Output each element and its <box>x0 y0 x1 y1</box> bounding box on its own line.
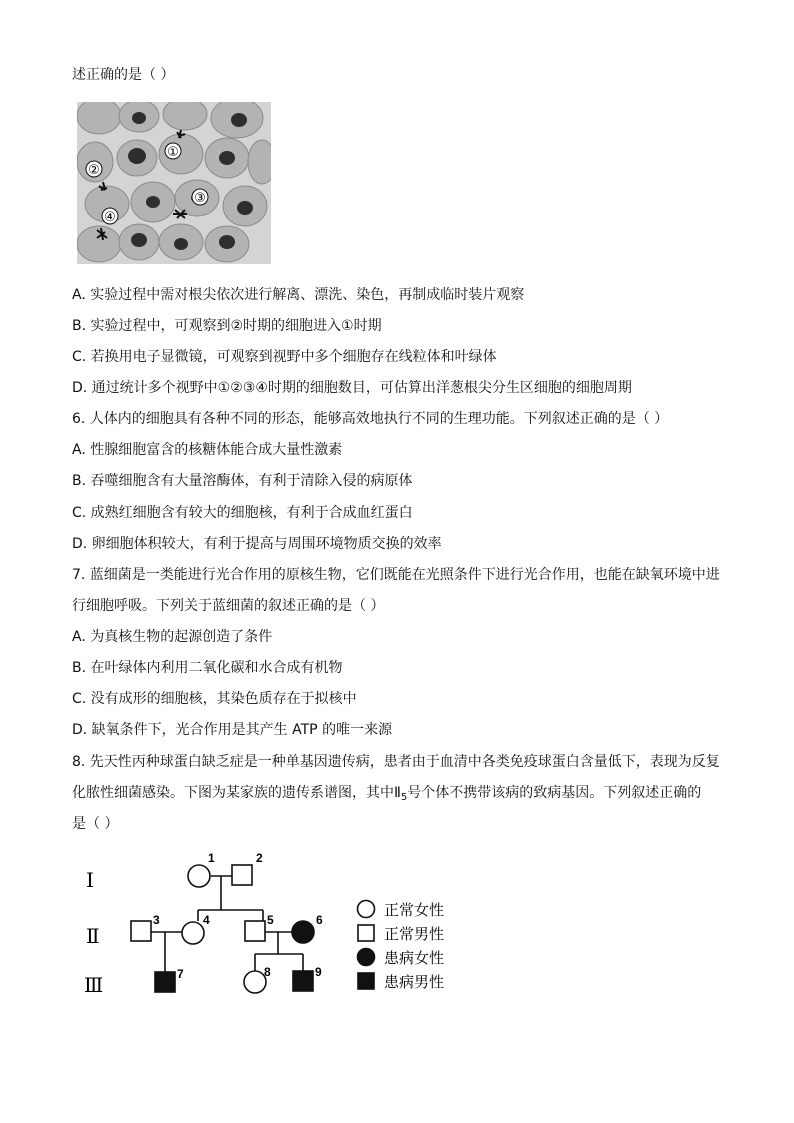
q8-stem-line2 <box>72 783 701 808</box>
legend-affected-male-symbol <box>358 973 374 989</box>
q5-option-b: B. 实验过程中，可观察到②时期的细胞进入①时期 <box>72 318 382 334</box>
number-6: 6 <box>316 913 323 927</box>
individual-3-normal-male <box>131 921 151 941</box>
onion-root-tip-micrograph <box>77 102 271 264</box>
q5-stem-tail: 述正确的是（ ） <box>72 67 175 83</box>
q8-stem-line1: 8. 先天性丙种球蛋白缺乏症是一种单基因遗传病，患者由于血清中各类免疫球蛋白含量低下，表现为反复 <box>72 754 720 770</box>
individual-5-normal-male <box>245 921 265 941</box>
q8-line2-before: 化脓性细菌感染。下图为某家族的遗传系谱图，其中Ⅱ <box>72 785 401 801</box>
generation-label-1: Ⅰ <box>86 868 94 892</box>
q7-stem-line1: 7. 蓝细菌是一类能进行光合作用的原核生物，它们既能在光照条件下进行光合作用，也能在缺氧环境中进 <box>72 567 720 583</box>
marker-1: ① <box>167 145 179 160</box>
number-1: 1 <box>208 851 215 865</box>
generation-label-3: Ⅲ <box>84 973 104 997</box>
q6-option-d: D. 卵细胞体积较大，有利于提高与周围环境物质交换的效率 <box>72 536 442 552</box>
q8-line2-after: 号个体不携带该病的致病基因。下列叙述正确的 <box>407 785 702 801</box>
legend-normal-female-symbol <box>358 901 375 918</box>
individual-6-affected-female <box>292 921 314 943</box>
legend-affected-male: 患病男性 <box>384 973 445 991</box>
generation-label-2: Ⅱ <box>86 924 100 948</box>
q6-stem: 6. 人体内的细胞具有各种不同的形态，能够高效地执行不同的生理功能。下列叙述正确的是（ ） <box>72 411 669 427</box>
number-4: 4 <box>203 913 210 927</box>
number-5: 5 <box>267 913 274 927</box>
q7-stem-line2: 行细胞呼吸。下列关于蓝细菌的叙述正确的是（ ） <box>72 598 385 614</box>
number-8: 8 <box>264 965 271 979</box>
q5-option-c: C. 若换用电子显微镜，可观察到视野中多个细胞存在线粒体和叶绿体 <box>72 349 497 365</box>
q7-option-b: B. 在叶绿体内利用二氧化碳和水合成有机物 <box>72 660 343 676</box>
q6-option-a: A. 性腺细胞富含的核糖体能合成大量性激素 <box>72 442 343 458</box>
number-3: 3 <box>153 913 160 927</box>
q7-option-a: A. 为真核生物的起源创造了条件 <box>72 629 273 645</box>
legend-normal-male-symbol <box>358 925 374 941</box>
q8-stem-line3: 是（ ） <box>72 816 119 832</box>
q6-option-b: B. 吞噬细胞含有大量溶酶体，有利于清除入侵的病原体 <box>72 473 413 489</box>
q7-option-c: C. 没有成形的细胞核，其染色质存在于拟核中 <box>72 691 357 707</box>
number-9: 9 <box>315 965 322 979</box>
legend-affected-female-symbol <box>358 949 375 966</box>
q8-line2-subscript: 5 <box>400 792 408 803</box>
pedigree-chart <box>72 842 482 1012</box>
individual-7-affected-male <box>155 972 175 992</box>
individual-2-normal-male <box>232 865 252 885</box>
individual-4-normal-female <box>182 922 204 944</box>
legend-normal-female: 正常女性 <box>384 901 445 919</box>
marker-3: ③ <box>194 191 206 206</box>
individual-9-affected-male <box>293 971 313 991</box>
marker-2: ② <box>88 163 100 178</box>
legend-normal-male: 正常男性 <box>384 925 445 943</box>
individual-8-normal-female <box>244 971 266 993</box>
q5-option-a: A. 实验过程中需对根尖依次进行解离、漂洗、染色，再制成临时装片观察 <box>72 287 525 303</box>
legend-affected-female: 患病女性 <box>384 949 445 967</box>
number-2: 2 <box>256 851 263 865</box>
marker-4: ④ <box>104 210 116 225</box>
q6-option-c: C. 成熟红细胞含有较大的细胞核，有利于合成血红蛋白 <box>72 505 413 521</box>
q7-option-d: D. 缺氧条件下，光合作用是其产生 ATP 的唯一来源 <box>72 722 393 738</box>
q5-option-d: D. 通过统计多个视野中①②③④时期的细胞数目，可估算出洋葱根尖分生区细胞的细胞周期 <box>72 380 632 396</box>
pedigree-legend <box>358 901 375 990</box>
number-7: 7 <box>177 967 184 981</box>
individual-1-normal-female <box>188 865 210 887</box>
pedigree-lines <box>151 876 303 972</box>
